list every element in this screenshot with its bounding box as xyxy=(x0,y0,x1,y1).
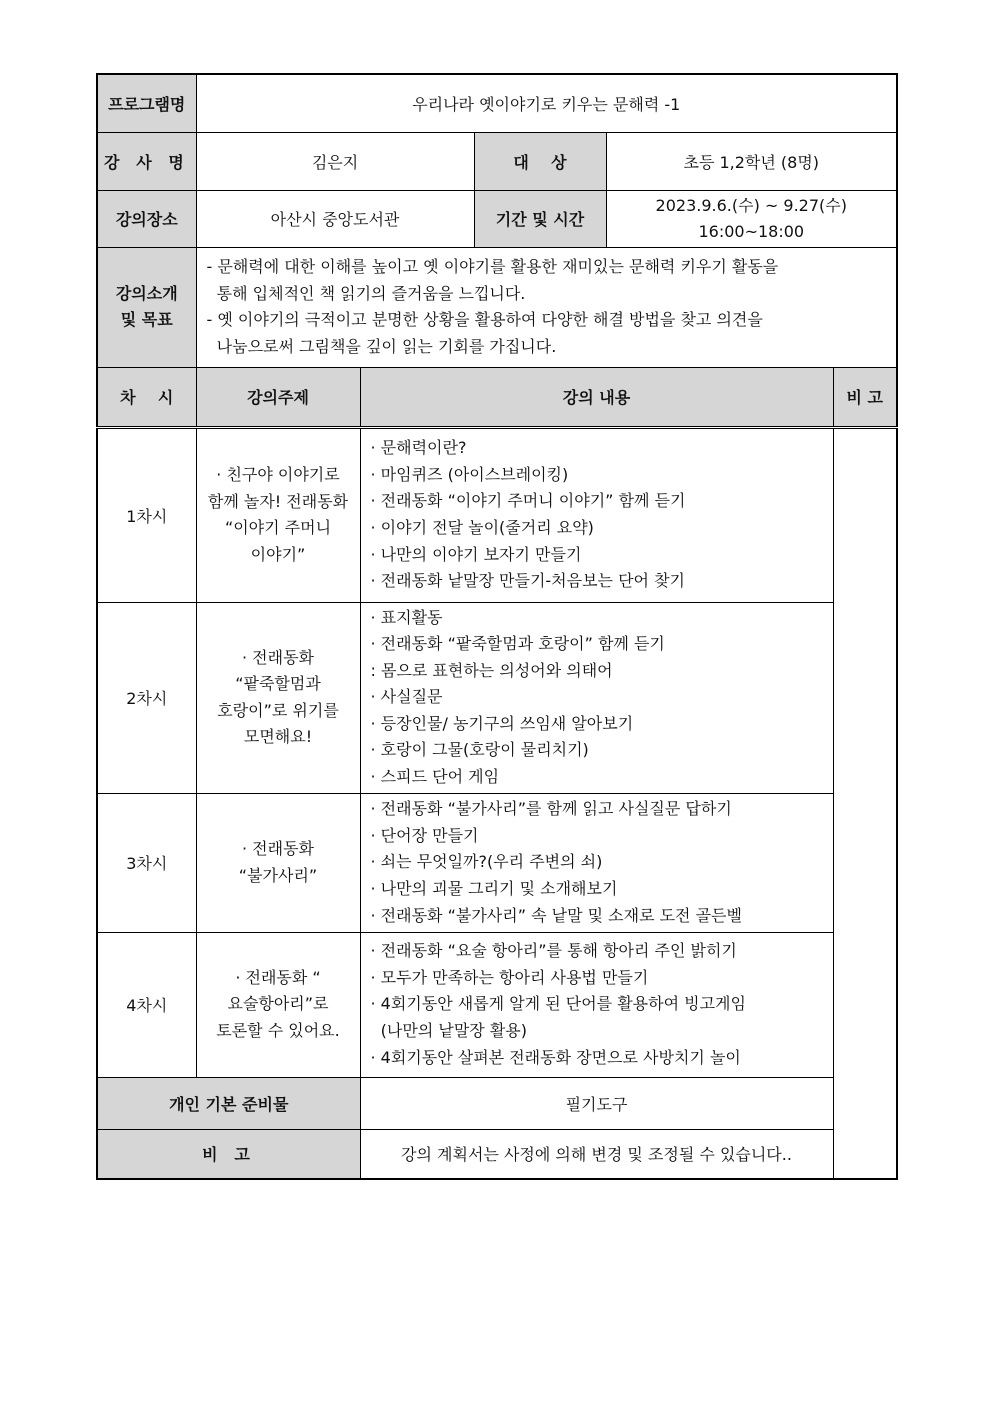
session-label: 3차시 xyxy=(97,793,196,932)
session-label: 2차시 xyxy=(97,602,196,793)
intro-line: - 옛 이야기의 극적이고 분명한 상황을 활용하여 다양한 해결 방법을 찾고 의견을 xyxy=(206,310,763,329)
content-item: · 등장인물/ 농기구의 쓰임새 알아보기 xyxy=(370,713,634,733)
session-topic: · 전래동화 “불가사리” xyxy=(196,793,360,932)
session-content xyxy=(360,932,833,1077)
session-row xyxy=(97,932,897,1077)
period-date: 2023.9.6.(수) ~ 9.27(수) xyxy=(655,195,847,215)
lecture-plan-table xyxy=(96,73,898,1180)
session-label: 4차시 xyxy=(97,932,196,1077)
content-item: · 단어장 만들기 xyxy=(370,825,479,845)
session-topic: · 전래동화 “ 요술항아리”로 토론할 수 있어요. xyxy=(196,932,360,1077)
venue-value: 아산시 중앙도서관 xyxy=(196,190,474,247)
program-title: 우리나라 옛이야기로 키우는 문해력 -1 xyxy=(196,74,897,132)
note-column-header: 비 고 xyxy=(833,367,897,427)
instructor-row xyxy=(97,132,897,190)
content-item: · 스피드 단어 게임 xyxy=(370,767,500,787)
content-item: (나만의 낱말장 활용) xyxy=(370,1020,527,1040)
content-item: · 쇠는 무엇일까?(우리 주변의 쇠) xyxy=(370,852,603,872)
content-item: · 전래동화 “이야기 주머니 이야기” 함께 듣기 xyxy=(370,491,686,511)
intro-line: 통해 입체적인 책 읽기의 즐거움을 느낍니다. xyxy=(206,283,526,303)
venue-label: 강의장소 xyxy=(97,190,196,247)
remarks-value: 강의 계획서는 사정에 의해 변경 및 조정될 수 있습니다.. xyxy=(360,1129,833,1179)
content-item: · 마임퀴즈 (아이스브레이킹) xyxy=(370,464,569,484)
content-item: · 전래동화 “요술 항아리”를 통해 항아리 주인 밝히기 xyxy=(370,941,737,961)
session-content xyxy=(360,602,833,793)
topic-column-header: 강의주제 xyxy=(196,367,360,427)
intro-label: 강의소개 및 목표 xyxy=(97,247,196,367)
note-column-cell xyxy=(833,427,897,1179)
target-value: 초등 1,2학년 (8명) xyxy=(606,132,897,190)
target-label: 대 상 xyxy=(474,132,606,190)
session-content xyxy=(360,793,833,932)
content-item: · 전래동화 “불가사리” 속 낱말 및 소재로 도전 골든벨 xyxy=(370,905,742,925)
content-item: · 사실질문 xyxy=(370,687,443,707)
content-item: · 문해력이란? xyxy=(370,438,467,458)
intro-line: - 문해력에 대한 이해를 높이고 옛 이야기를 활용한 재미있는 문해력 키우기 활동을 xyxy=(206,257,779,276)
session-label: 1차시 xyxy=(97,427,196,602)
intro-line: 나눔으로써 그림책을 깊이 읽는 기회를 가집니다. xyxy=(206,336,557,356)
session-column-header: 차 시 xyxy=(97,367,196,427)
content-item: · 전래동화 “팥죽할멈과 호랑이” 함께 듣기 xyxy=(370,634,665,654)
content-item: · 이야기 전달 놀이(줄거리 요약) xyxy=(370,518,594,537)
program-label: 프로그램명 xyxy=(97,74,196,132)
instructor-name: 김은지 xyxy=(196,132,474,190)
session-topic: · 친구야 이야기로 함께 놀자! 전래동화 “이야기 주머니 이야기” xyxy=(196,427,360,602)
materials-label: 개인 기본 준비물 xyxy=(97,1077,360,1129)
content-item: · 호랑이 그물(호랑이 물리치기) xyxy=(370,740,589,760)
content-item: · 나만의 괴물 그리기 및 소개해보기 xyxy=(370,878,618,898)
materials-value: 필기도구 xyxy=(360,1077,833,1129)
content-column-header: 강의 내용 xyxy=(360,367,833,427)
intro-row xyxy=(97,247,897,367)
content-item: · 전래동화 낱말장 만들기-처음보는 단어 찾기 xyxy=(370,571,685,591)
session-topic: · 전래동화 “팥죽할멈과 호랑이”로 위기를 모면해요! xyxy=(196,602,360,793)
program-row xyxy=(97,74,897,132)
instructor-label: 강 사 명 xyxy=(97,132,196,190)
session-content xyxy=(360,427,833,602)
content-item: · 표지활동 xyxy=(370,607,443,627)
remarks-label: 비 고 xyxy=(97,1129,360,1179)
period-time: 16:00~18:00 xyxy=(698,221,805,241)
content-item: : 몸으로 표현하는 의성어와 의태어 xyxy=(370,660,613,680)
session-row xyxy=(97,602,897,793)
venue-row xyxy=(97,190,897,247)
content-item: · 나만의 이야기 보자기 만들기 xyxy=(370,544,582,564)
period-value xyxy=(606,190,897,247)
content-item: · 4회기동안 살펴본 전래동화 장면으로 사방치기 놀이 xyxy=(370,1047,741,1067)
content-item: · 모두가 만족하는 항아리 사용법 만들기 xyxy=(370,967,649,987)
content-item: · 전래동화 “불가사리”를 함께 읽고 사실질문 답하기 xyxy=(370,799,732,819)
remarks-row xyxy=(97,1129,897,1179)
period-label: 기간 및 시간 xyxy=(474,190,606,247)
materials-row xyxy=(97,1077,897,1129)
session-row xyxy=(97,427,897,602)
session-row xyxy=(97,793,897,932)
content-item: · 4회기동안 새롭게 알게 된 단어를 활용하여 빙고게임 xyxy=(370,994,746,1014)
intro-text xyxy=(196,247,897,367)
column-header-row xyxy=(97,367,897,427)
